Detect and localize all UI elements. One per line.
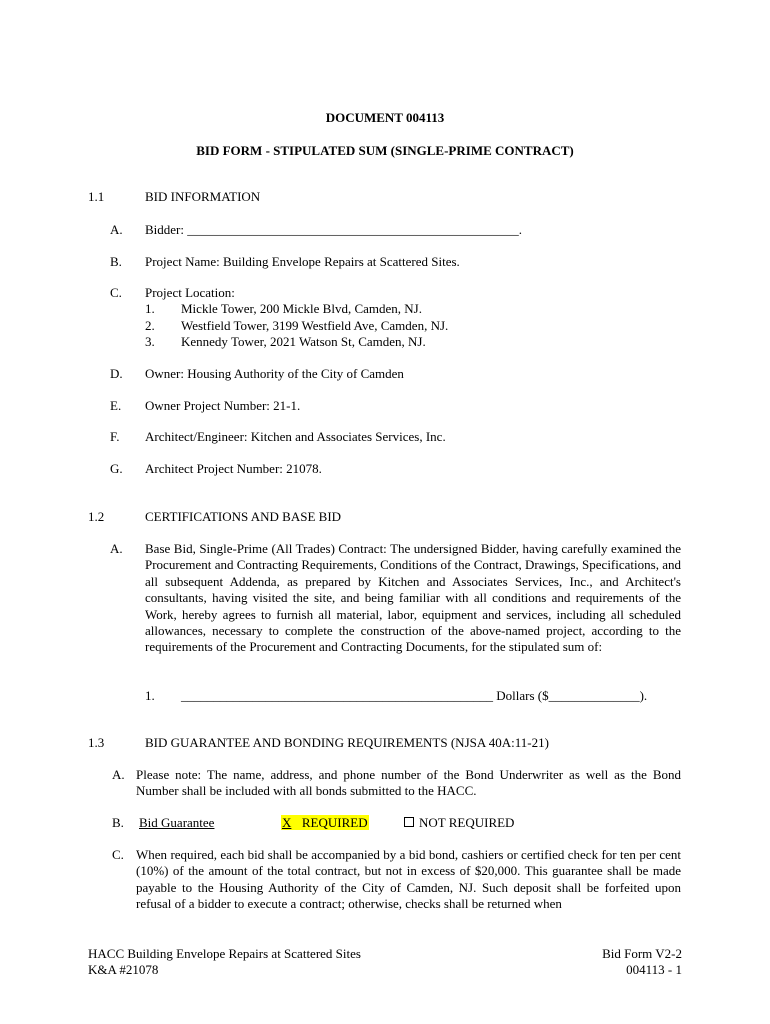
footer-form-version: Bid Form V2-2 [602,946,682,961]
base-bid-letter: A. [110,541,123,556]
base-bid-paragraph: Base Bid, Single-Prime (All Trades) Contract: The undersigned Bidder, having carefully examined the Procurement and Contracting Requirements, Conditions of the Contract, Drawings, Specifications, and all subsequent Addenda, as prepared by Kitchen and Associates Services, Inc., and Architect's consultants, having visited the site, and being familiar with all conditions and requirements of the Work, hereby agrees to furnish all material, labor, equipment and services, including all scheduled allowances, necessary to complete the construction of the above-named project, according to the requirements of the Procurement and Contracting Documents, for the stipulated sum of: [145,541,681,655]
architect-engineer: Architect/Engineer: Kitchen and Associates Services, Inc. [145,429,446,444]
section-1-1-title: BID INFORMATION [145,189,261,204]
bond-note-paragraph: Please note: The name, address, and phone number of the Bond Underwriter as well as the Bond Number shall be included with all bonds submitted to the HACC. [136,767,681,799]
checkbox-icon[interactable] [404,817,414,827]
note-letter: A. [112,767,125,782]
item-e-letter: E. [110,398,122,413]
location-1-text: Mickle Tower, 200 Mickle Blvd, Camden, NJ. [181,301,422,316]
stipulated-sum-line: ________________________________________________ Dollars ($______________). [181,688,648,703]
location-2-number: 2. [145,318,155,333]
location-2-text: Westfield Tower, 3199 Westfield Ave, Camden, NJ. [181,318,449,333]
document-title: BID FORM - STIPULATED SUM (SINGLE-PRIME CONTRACT) [196,143,574,158]
bid-guarantee-letter: B. [112,815,124,830]
section-1-1-number: 1.1 [88,189,105,204]
required-label: REQUIRED [301,815,368,830]
not-required-option[interactable] [404,815,514,831]
bidder-field: Bidder: ___________________________________________________. [145,222,522,237]
required-mark: X [282,815,292,830]
location-3-text: Kennedy Tower, 2021 Watson St, Camden, NJ. [181,334,426,349]
item-g-letter: G. [110,461,123,476]
item-d-letter: D. [110,366,123,381]
item-b-letter: B. [110,254,122,269]
owner-project-number: Owner Project Number: 21-1. [145,398,301,413]
architect-project-number: Architect Project Number: 21078. [145,461,322,476]
section-1-2-title: CERTIFICATIONS AND BASE BID [145,509,342,524]
footer-page-number: 004113 - 1 [626,962,682,977]
document-number: DOCUMENT 004113 [325,110,445,125]
stipulated-sum-number: 1. [145,688,155,703]
section-1-2-number: 1.2 [88,509,105,524]
required-option[interactable] [281,815,369,831]
location-3-number: 3. [145,334,155,349]
bid-bond-letter: C. [112,847,124,862]
location-1-number: 1. [145,301,155,316]
footer-project: HACC Building Envelope Repairs at Scattered Sites [88,946,361,961]
section-1-3-title: BID GUARANTEE AND BONDING REQUIREMENTS (NJSA 40A:11-21) [145,735,549,750]
project-location-label: Project Location: [145,285,235,300]
item-a-letter: A. [110,222,123,237]
item-c-letter: C. [110,285,122,300]
bid-guarantee-label: Bid Guarantee [139,815,215,830]
bid-bond-paragraph: When required, each bid shall be accompanied by a bid bond, cashiers or certified check for ten per cent (10%) of the amount of the total contract, but not in excess of $20,000. This guarantee shall be made payable to the Housing Authority of the City of Camden, NJ. Such deposit shall be forfeited upon refusal of a bidder to execute a contract; otherwise, checks shall be returned when [136,847,681,912]
footer-job-number: K&A #21078 [88,962,159,977]
not-required-label: NOT REQUIRED [419,815,515,830]
item-f-letter: F. [110,429,120,444]
section-1-3-number: 1.3 [88,735,105,750]
owner: Owner: Housing Authority of the City of Camden [145,366,404,381]
project-name: Project Name: Building Envelope Repairs at Scattered Sites. [145,254,460,269]
